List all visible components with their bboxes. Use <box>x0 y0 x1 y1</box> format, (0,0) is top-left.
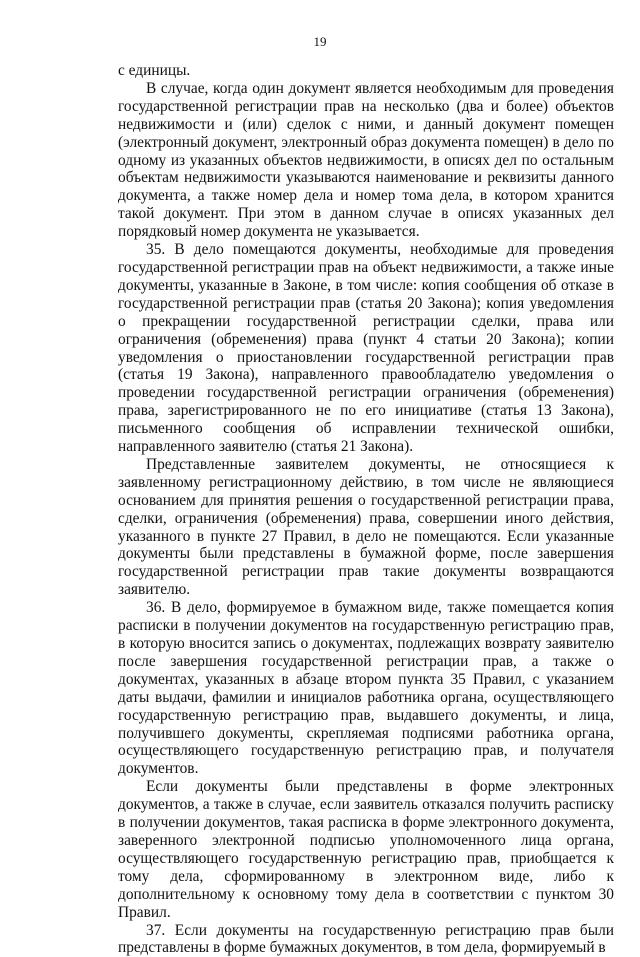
paragraph-35: 35. В дело помещаются документы, необходимые для проведения государственной регистрации прав на объект недвижимости, а также иные документы, указанные в Законе, в том числе: копия сообщения об отказе в государственной регистрации прав (статья 20 Закона); копия уведомления о прекращении государственной регистрации сделки, права или ограничения (обременения) права (пункт 4 статьи 20 Закона); копии уведомления о приостановлении государственной регистрации прав (статья 19 Закона), направленного правообладателю уведомления о проведении государственной регистрации ограничения (обременения) права, зарегистрированного не по его инициативе (статья 13 Закона), письменного сообщения об исправлении технической ошибки, направленного заявителю (статья 21 Закона). <box>118 241 614 456</box>
paragraph-37: 37. Если документы на государственную регистрацию прав были представлены в форме бумажных документов, в том дела, формируемый в <box>118 922 614 957</box>
document-body <box>118 62 614 957</box>
paragraph-continuation: с единицы. <box>118 62 614 80</box>
paragraph-36: 36. В дело, формируемое в бумажном виде, также помещается копия расписки в получении документов на государственную регистрацию прав, в которую вносится запись о документах, подлежащих возврату заявителю после завершения государственной регистрации прав, а также о документах, указанных в абзаце втором пункта 35 Правил, с указанием даты выдачи, фамилии и инициалов работника органа, осуществляющего государственную регистрацию прав, выдавшего документы, и лица, получившего документы, скрепляемая подписями работника органа, осуществляющего государственную регистрацию прав, и получателя документов. <box>118 599 614 778</box>
page-number: 19 <box>0 34 640 50</box>
paragraph-36-electronic-receipt: Если документы были представлены в форме электронных документов, а также в случае, если заявитель отказался получить расписку в получении документов, такая расписка в форме электронного документа, заверенного электронной подписью уполномоченного лица органа, осуществляющего государственную регистрацию прав, приобщается к тому дела, сформированному в электронном виде, либо к дополнительному к основному тому дела в соответствии с пунктом 30 Правил. <box>118 778 614 921</box>
paragraph-single-document: В случае, когда один документ является необходимым для проведения государственной регистрации прав на несколько (два и более) объектов недвижимости и (или) сделок с ними, и данный документ помещен (электронный документ, электронный образ документа помещен) в дело по одному из указанных объектов недвижимости, в описях дел по остальным объектам недвижимости указываются наименование и реквизиты данного документа, а также номер дела и номер тома дела, в котором хранится такой документ. При этом в данном случае в описях указанных дел порядковый номер документа не указывается. <box>118 80 614 241</box>
paragraph-35-returned-documents: Представленные заявителем документы, не относящиеся к заявленному регистрационному действию, в том числе не являющиеся основанием для принятия решения о государственной регистрации права, сделки, ограничения (обременения) права, совершении иного действия, указанного в пункте 27 Правил, в дело не помещаются. Если указанные документы были представлены в бумажной форме, после завершения государственной регистрации прав такие документы возвращаются заявителю. <box>118 456 614 599</box>
